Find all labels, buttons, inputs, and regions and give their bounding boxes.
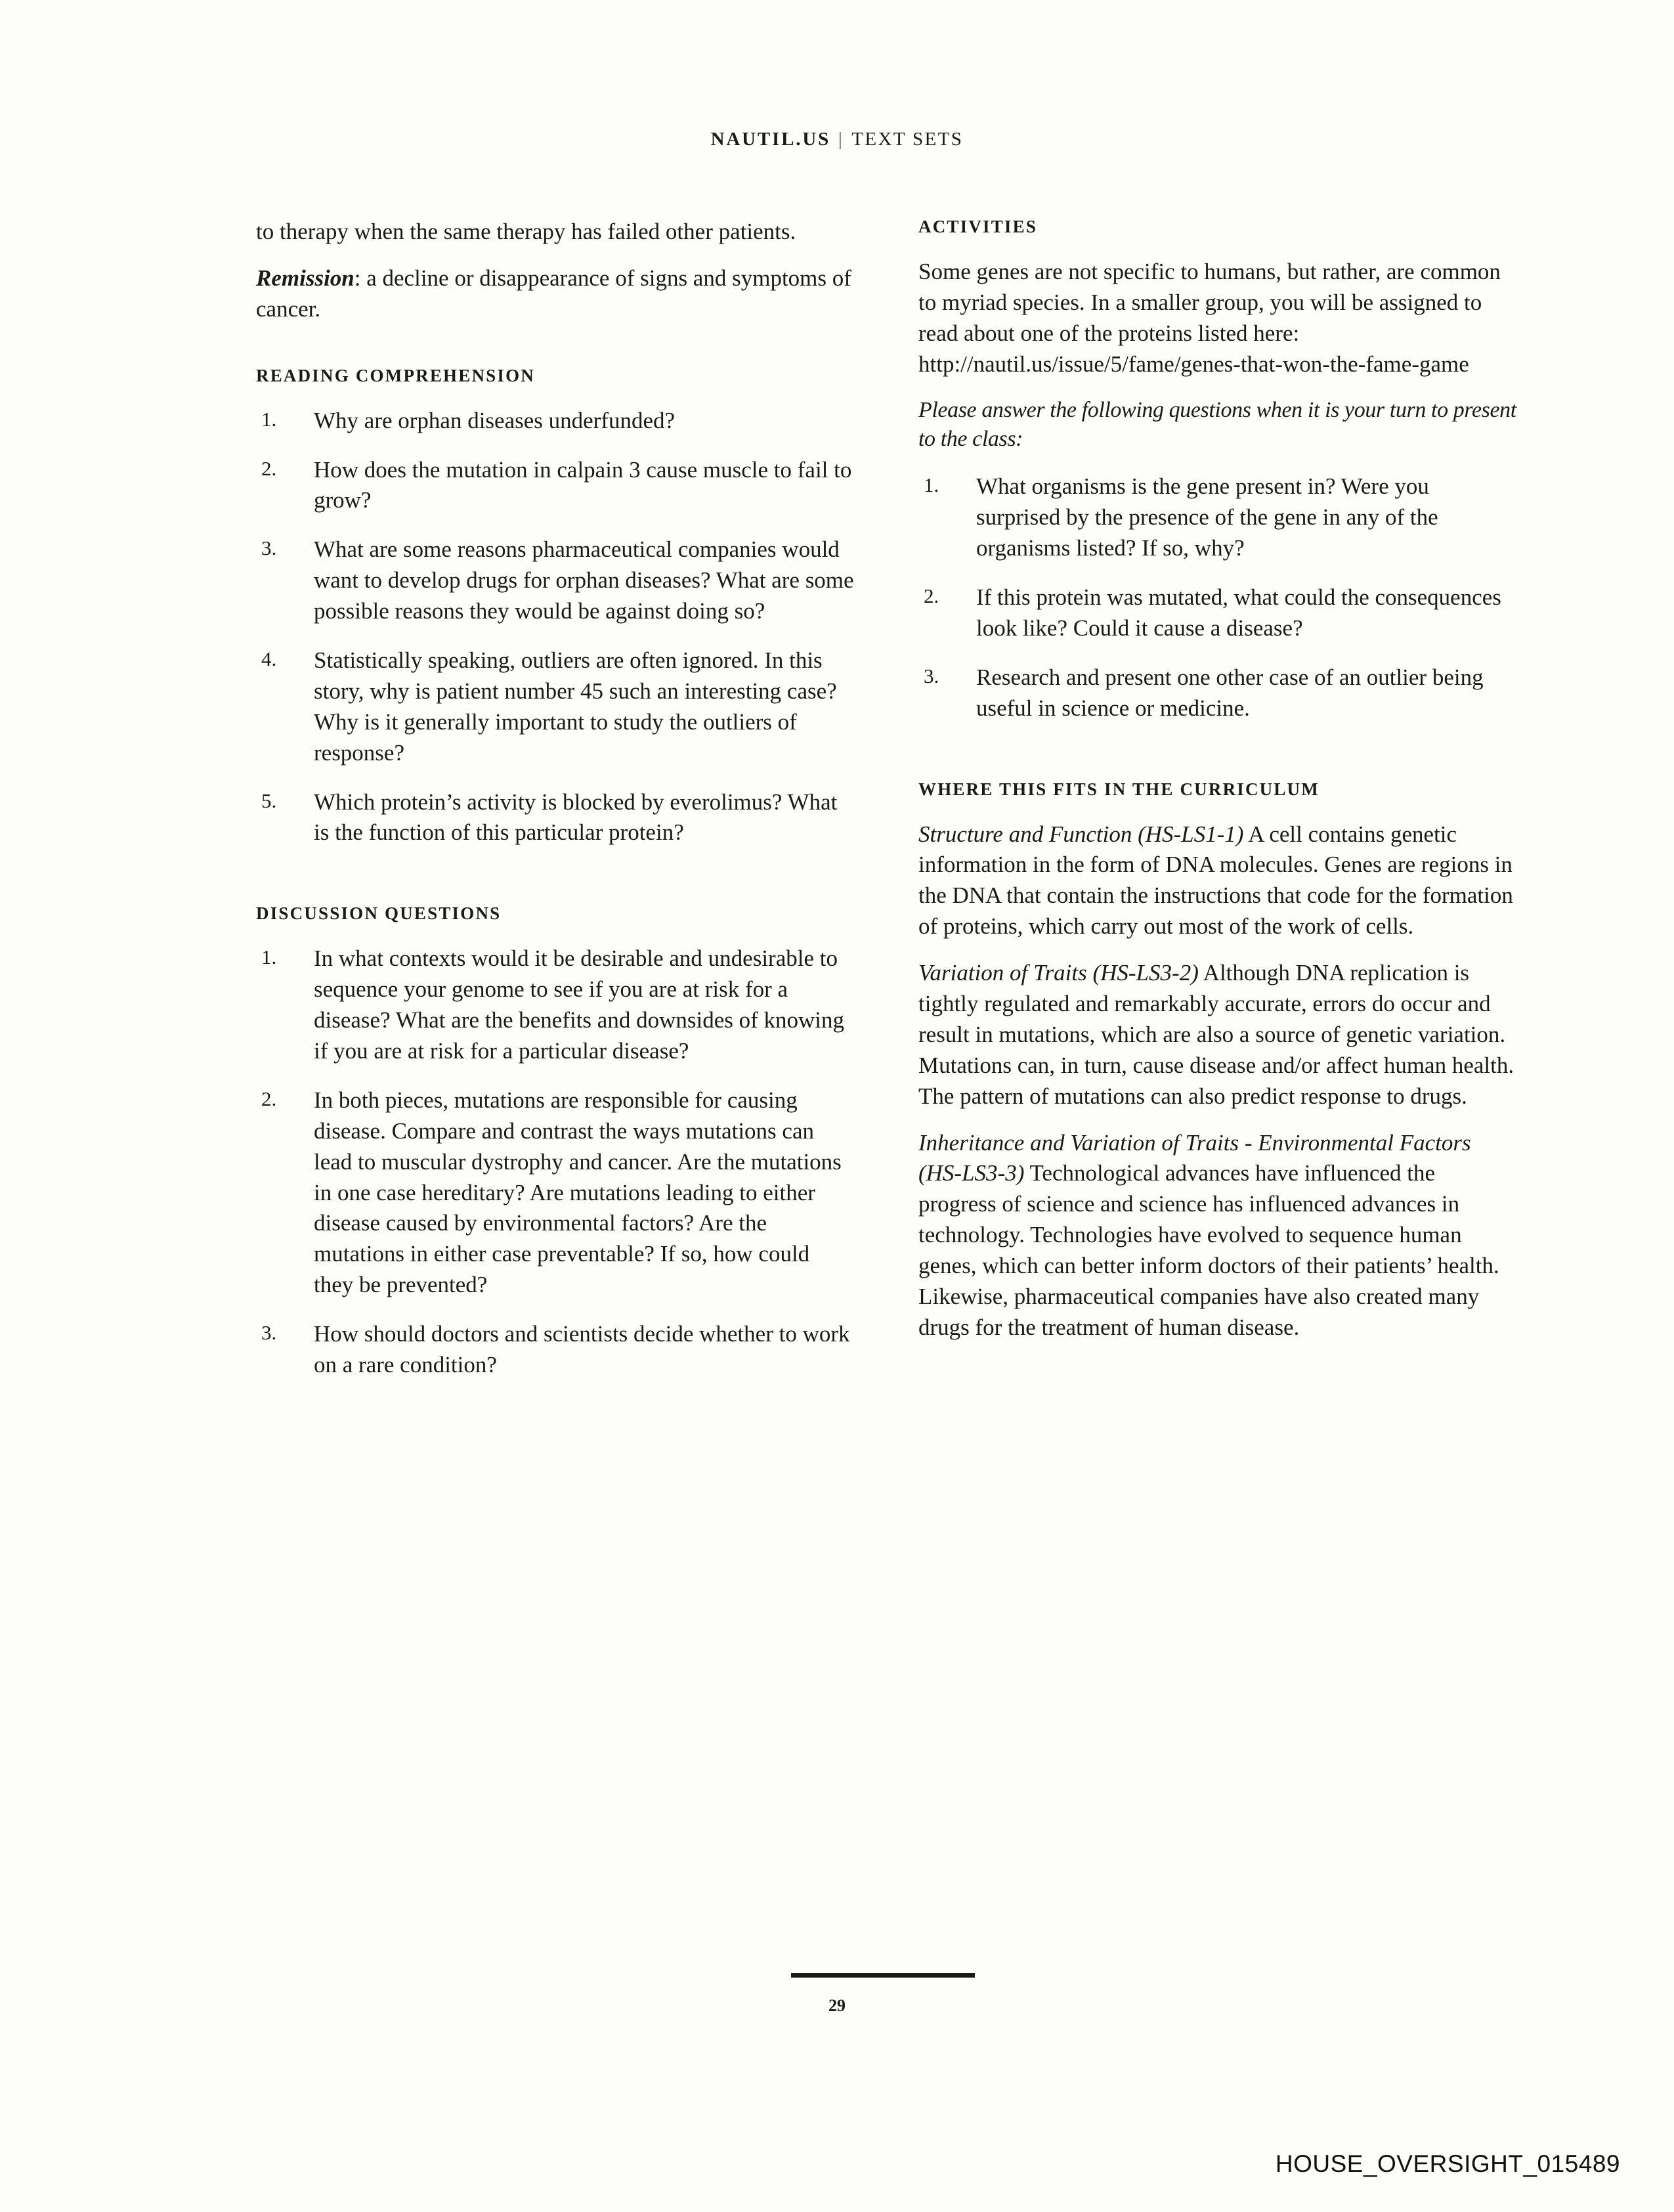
footer-divider: [791, 1973, 975, 1978]
standard-entry: [918, 1128, 1516, 1343]
standard-entry: [918, 819, 1516, 943]
glossary-text: : a decline or disappearance of signs and symptoms of cancer.: [256, 265, 851, 322]
bates-stamp: HOUSE_OVERSIGHT_015489: [1275, 2150, 1620, 2177]
glossary-definition: [256, 263, 854, 325]
list-item: What organisms is the gene present in? Were you surprised by the presence of the gene in any of the organisms listed? If so, why?: [976, 473, 1438, 561]
publication-name: NAUTIL.US: [710, 129, 830, 150]
standard-entry: [918, 958, 1516, 1112]
reading-comprehension-list: [256, 406, 854, 849]
list-item: In what contexts would it be desirable and undesirable to sequence your genome to see if you are at risk for a disease? What are the benefits and downsides of knowing if you are at risk for a particular disease?: [314, 945, 845, 1064]
activities-questions-list: [918, 471, 1516, 724]
list-item: Research and present one other case of an outlier being useful in science or medicine.: [976, 664, 1484, 721]
standard-title: Structure and Function (HS-LS1-1): [918, 821, 1244, 847]
glossary-term: Remission: [256, 265, 354, 291]
activities-intro: Some genes are not specific to humans, but rather, are common to myriad species. In a smaller group, you will be assigned to read about one of the proteins listed here: http://nautil.us/issue/5/fame/genes-that-won-the-fame-game: [918, 259, 1501, 377]
standard-text: Technological advances have influenced the progress of science and science has influenced advances in technology. Technologies have evolved to sequence human genes, which can better inform doctors of their patients’ health. Likewise, pharmaceutical companies have also created many drugs for the treatment of human disease.: [918, 1160, 1499, 1340]
two-column-body: [256, 217, 1516, 1399]
list-item: How should doctors and scientists decide whether to work on a rare condition?: [314, 1321, 850, 1378]
list-item: If this protein was mutated, what could the consequences look like? Could it cause a disease?: [976, 584, 1501, 641]
standard-text: Although DNA replication is tightly regulated and remarkably accurate, errors do occur and result in mutations, which are also a source of genetic variation. Mutations can, in turn, cause disease and/or affect human health. The pattern of mutations can also predict response to drugs.: [918, 960, 1514, 1109]
page-header: [0, 129, 1674, 150]
continued-paragraph: to therapy when the same therapy has failed other patients.: [256, 219, 796, 244]
standard-text: A cell contains genetic information in the form of DNA molecules. Genes are regions in the DNA that contain the instructions that code for the formation of proteins, which carry out most of the work of cells.: [918, 821, 1513, 940]
standard-title: Variation of Traits (HS-LS3-2): [918, 960, 1199, 986]
heading-discussion-questions: DISCUSSION QUESTIONS: [256, 903, 502, 924]
page-number: 29: [828, 1996, 846, 2015]
list-item: What are some reasons pharmaceutical companies would want to develop drugs for orphan diseases? What are some possible reasons they would be against doing so?: [314, 536, 854, 624]
list-item: How does the mutation in calpain 3 cause muscle to fail to grow?: [314, 456, 852, 513]
heading-curriculum: WHERE THIS FITS IN THE CURRICULUM: [918, 779, 1320, 799]
discussion-questions-list: [256, 943, 854, 1381]
header-divider: |: [838, 129, 844, 150]
heading-activities: ACTIVITIES: [918, 217, 1038, 236]
activities-instruction: Please answer the following questions when it is your turn to present to the class:: [918, 397, 1516, 452]
standard-title: Inheritance and Variation of Traits - Environmental Factors (HS-LS3-3): [918, 1129, 1471, 1186]
list-item: Statistically speaking, outliers are often ignored. In this story, why is patient number 45 such an interesting case? Why is it generally important to study the outliers of response?: [314, 647, 837, 766]
right-column: [918, 217, 1516, 1399]
left-column: [256, 217, 854, 1399]
list-item: In both pieces, mutations are responsible for causing disease. Compare and contrast the ways mutations can lead to muscular dystrophy and cancer. Are the mutations in one case hereditary? Are mutations leading to either disease caused by environmental factors? Are the mutations in either case preventable? If so, how could they be prevented?: [314, 1087, 842, 1298]
list-item: Which protein’s activity is blocked by everolimus? What is the function of this particular protein?: [314, 789, 838, 846]
heading-reading-comprehension: READING COMPREHENSION: [256, 365, 535, 385]
list-item: Why are orphan diseases underfunded?: [314, 407, 676, 433]
header-section: TEXT SETS: [851, 129, 964, 150]
